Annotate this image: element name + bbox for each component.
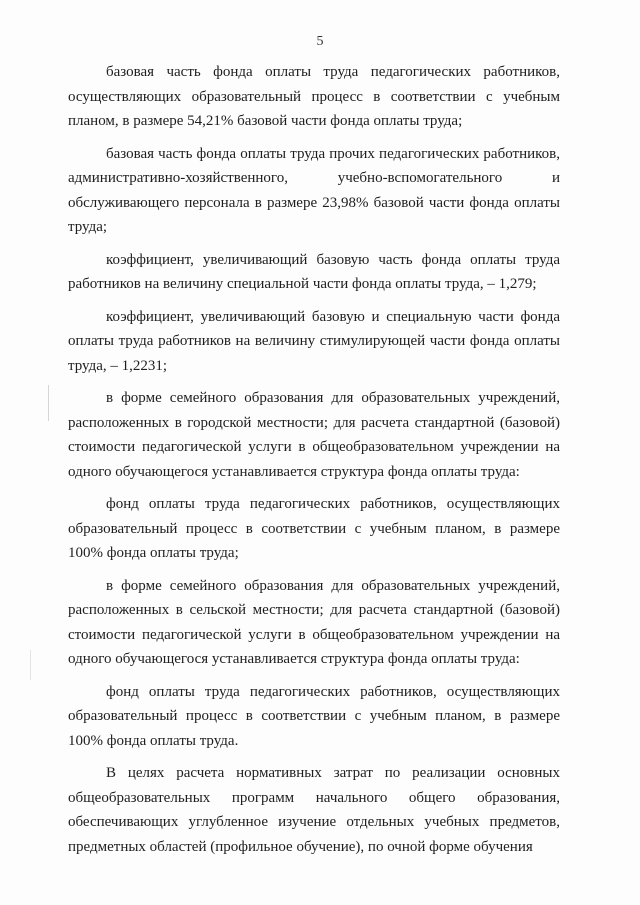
paragraph: в форме семейного образования для образовательных учреждений, расположенных в сельской местности; для расчета стандартной (базовой) стоимости педагогической услуги в общеобразовательном учреждении на одного обучающегося устанавливается структура фонда оплаты труда: — [68, 577, 560, 667]
scan-artifact-line — [30, 650, 31, 680]
paragraph: фонд оплаты труда педагогических работников, осуществляющих образовательный процесс в соответствии с учебным планом, в размере 100% фонда оплаты труда; — [68, 496, 560, 561]
body-text — [68, 60, 560, 867]
paragraph: фонд оплаты труда педагогических работников, осуществляющих образовательный процесс в соответствии с учебным планом, в размере 100% фонда оплаты труда. — [68, 683, 560, 749]
scan-artifact-line — [48, 385, 49, 421]
paragraph: В целях расчета нормативных затрат по реализации основных общеобразовательных программ начального общего образования, обеспечивающих углубленное изучение отдельных учебных предметов, предметных областей (профильное обучение), по очной форме обучения — [68, 765, 560, 855]
paragraph: базовая часть фонда оплаты труда педагогических работников, осуществляющих образовательный процесс в соответствии с учебным планом, в размере 54,21% базовой части фонда оплаты труда; — [68, 64, 560, 129]
paragraph: коэффициент, увеличивающий базовую часть фонда оплаты труда работников на величину специальной части фонда оплаты труда, – 1,279; — [68, 251, 560, 292]
paragraph: в форме семейного образования для образовательных учреждений, расположенных в городской местности; для расчета стандартной (базовой) стоимости педагогической услуги в общеобразовательном учреждении на одного обучающегося устанавливается структура фонда оплаты труда: — [68, 390, 560, 480]
paragraph: базовая часть фонда оплаты труда прочих педагогических работников, административно-хозяйственного, учебно-вспомогательного и обслуживающего персонала в размере 23,98% базовой части фонда оплаты труда; — [68, 145, 560, 235]
paragraph: коэффициент, увеличивающий базовую и специальную части фонда оплаты труда работников на величину стимулирующей части фонда оплаты труда, – 1,2231; — [68, 308, 560, 374]
page-number: 5 — [316, 34, 324, 49]
